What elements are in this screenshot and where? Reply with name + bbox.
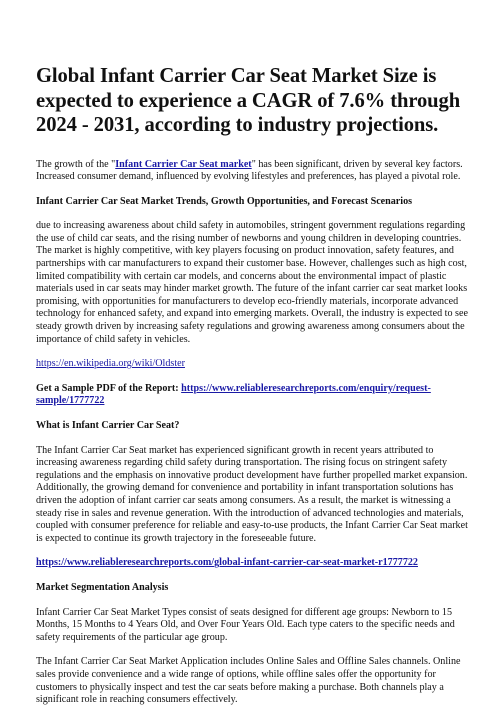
report-link[interactable]: https://www.reliableresearchreports.com/global-infant-carrier-car-seat-market-r1777722: [36, 557, 418, 569]
article-title: Global Infant Carrier Car Seat Market Size is expected to experience a CAGR of 7.6% through 2024 - 2031, according to industry projections.: [36, 65, 461, 136]
trends-heading: Infant Carrier Car Seat Market Trends, Growth Opportunities, and Forecast Scenarios: [36, 195, 413, 207]
sample-pdf-line: [36, 383, 470, 408]
trends-paragraph: due to increasing awareness about child safety in automobiles, stringent government regulations regarding the use of child car seats, and the rising number of newborns and young children in developing countries. The market is highly competitive, with key players focusing on product innovation, safety features, and partnerships with car manufacturers to expand their customer base. However, challenges such as high cost, limited compatibility with certain car models, and concerns about the environmental impact of plastic materials used in car seats may hinder market growth. The future of the infant carrier car seat market looks promising, with opportunities for manufacturers to develop eco-friendly materials, incorporate advanced technology for enhanced safety, and expand into emerging markets. Overall, the industry is expected to see steady growth driven by increasing safety regulations and growing awareness among consumers about the importance of child safety in vehicles.: [36, 220, 468, 345]
what-is-paragraph: The Infant Carrier Car Seat market has experienced significant growth in recent years attributed to increasing awareness regarding child safety during transportation. The rising focus on stringent safety regulations and the emphasis on innovative product development have further propelled market expansion. Additionally, the growing demand for convenience and portability in infant transportation solutions has driven the adoption of infant carrier car seats among consumers. As a result, the market is witnessing a steady rise in sales and revenue generation. With the introduction of advanced technologies and materials, coupled with consumer preference for reliable and easy-to-use products, the Infant Carrier Car Seat market is expected to continue its growth trajectory in the foreseeable future.: [36, 444, 468, 544]
wiki-link-line: [36, 358, 470, 371]
report-link-line: [36, 557, 470, 570]
what-is-heading: What is Infant Carrier Car Seat?: [36, 420, 180, 431]
intro-paragraph: [36, 159, 470, 184]
application-paragraph: The Infant Carrier Car Seat Market Application includes Online Sales and Offline Sales channels. Online sales provide convenience and a wide range of options, while offline sales offer the opportunity for customers to physically inspect and test the car seats before making a purchase. Both channels play a significant role in reaching consumers effectively.: [36, 656, 461, 706]
types-paragraph: Infant Carrier Car Seat Market Types consist of seats designed for different age groups: Newborn to 15 Months, 15 Months to 4 Years Old, and Over Four Years Old. Each type caters to the specific needs and safety requirements of the particular age group.: [36, 606, 455, 643]
sample-label: Get a Sample PDF of the Report:: [36, 382, 182, 394]
segmentation-heading: Market Segmentation Analysis: [36, 581, 169, 593]
intro-text-before: The growth of the ": [36, 158, 116, 170]
intro-text-after: " has been significant, driven by several key factors. Increased consumer demand, influenced by evolving lifestyles and preferences, has played a pivotal role.: [36, 158, 463, 183]
sample-link[interactable]: https://www.reliableresearchreports.com/enquiry/request-sample/1777722: [36, 382, 431, 407]
market-link[interactable]: Infant Carrier Car Seat market: [115, 158, 252, 170]
wiki-link[interactable]: https://en.wikipedia.org/wiki/Oldster: [36, 358, 185, 370]
